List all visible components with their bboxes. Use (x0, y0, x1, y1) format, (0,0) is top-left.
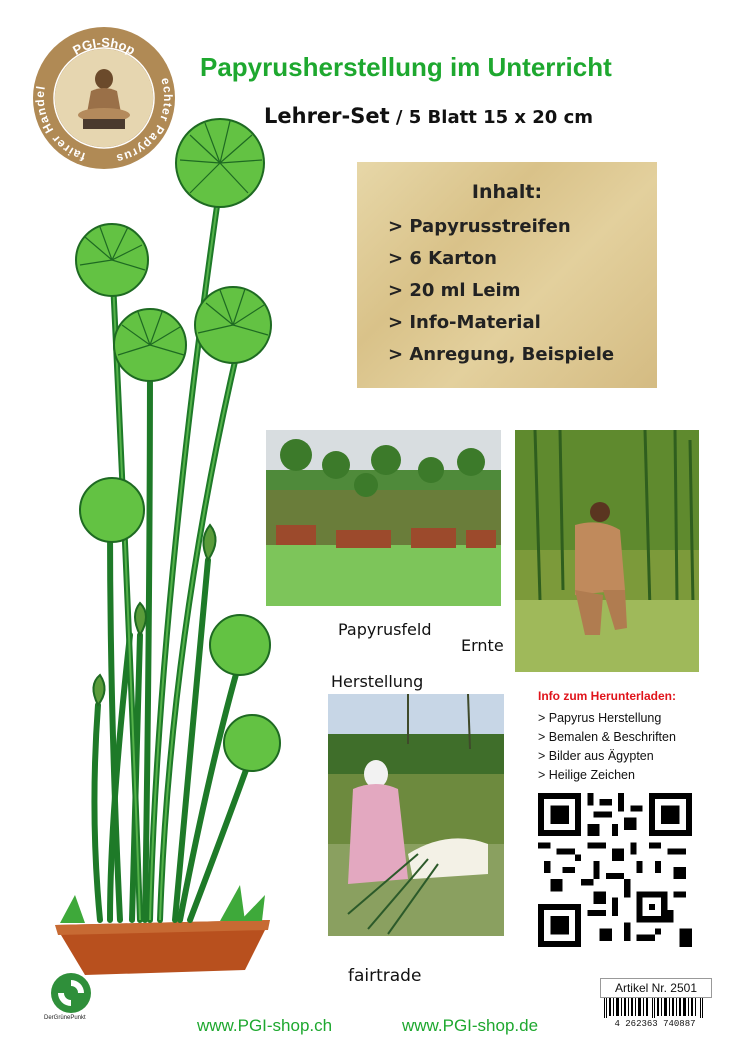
page-title: Papyrusherstellung im Unterricht (200, 52, 612, 82)
production-caption: Herstellung (331, 672, 424, 691)
gruener-punkt-logo (50, 972, 92, 1014)
badge-top-text: PGI-Shop (70, 34, 138, 58)
footer-url-de[interactable]: www.PGI-shop.de (402, 1016, 539, 1035)
papyrus-plant-illustration (40, 115, 290, 985)
contents-item: > Papyrusstreifen (388, 216, 571, 237)
contents-item: > Info-Material (388, 312, 541, 333)
contents-item: > 6 Karton (388, 248, 497, 269)
production-photo (328, 694, 504, 936)
download-info-item: > Papyrus Herstellung (538, 711, 662, 725)
subtitle-main: Lehrer-Set (264, 104, 390, 128)
gruener-punkt-label: DerGrünePunkt (44, 1015, 86, 1021)
qr-code[interactable] (538, 793, 692, 947)
harvest-caption: Ernte (461, 636, 504, 655)
download-info-item: > Heilige Zeichen (538, 768, 635, 782)
barcode (600, 998, 710, 1020)
contents-item: > 20 ml Leim (388, 280, 521, 301)
download-info-title: Info zum Herunterladen: (538, 689, 677, 703)
page-subtitle (264, 104, 593, 128)
harvest-photo (515, 430, 699, 672)
badge-left-text: fairer Handel (33, 84, 87, 164)
badge-right-text: echter Papyrus (114, 76, 175, 166)
subtitle-rest: / 5 Blatt 15 x 20 cm (389, 107, 593, 128)
barcode-number: 4 262363 740887 (614, 1019, 696, 1029)
footer-url-ch[interactable]: www.PGI-shop.ch (197, 1016, 333, 1035)
papyrus-field-photo (266, 430, 501, 606)
download-info-item: > Bemalen & Beschriften (538, 730, 676, 744)
download-info-item: > Bilder aus Ägypten (538, 749, 654, 763)
contents-item: > Anregung, Beispiele (388, 344, 615, 365)
contents-title: Inhalt: (471, 181, 543, 203)
fairtrade-label: fairtrade (348, 966, 422, 986)
article-number: Artikel Nr. 2501 (600, 978, 712, 998)
papyrus-field-caption: Papyrusfeld (338, 620, 432, 639)
